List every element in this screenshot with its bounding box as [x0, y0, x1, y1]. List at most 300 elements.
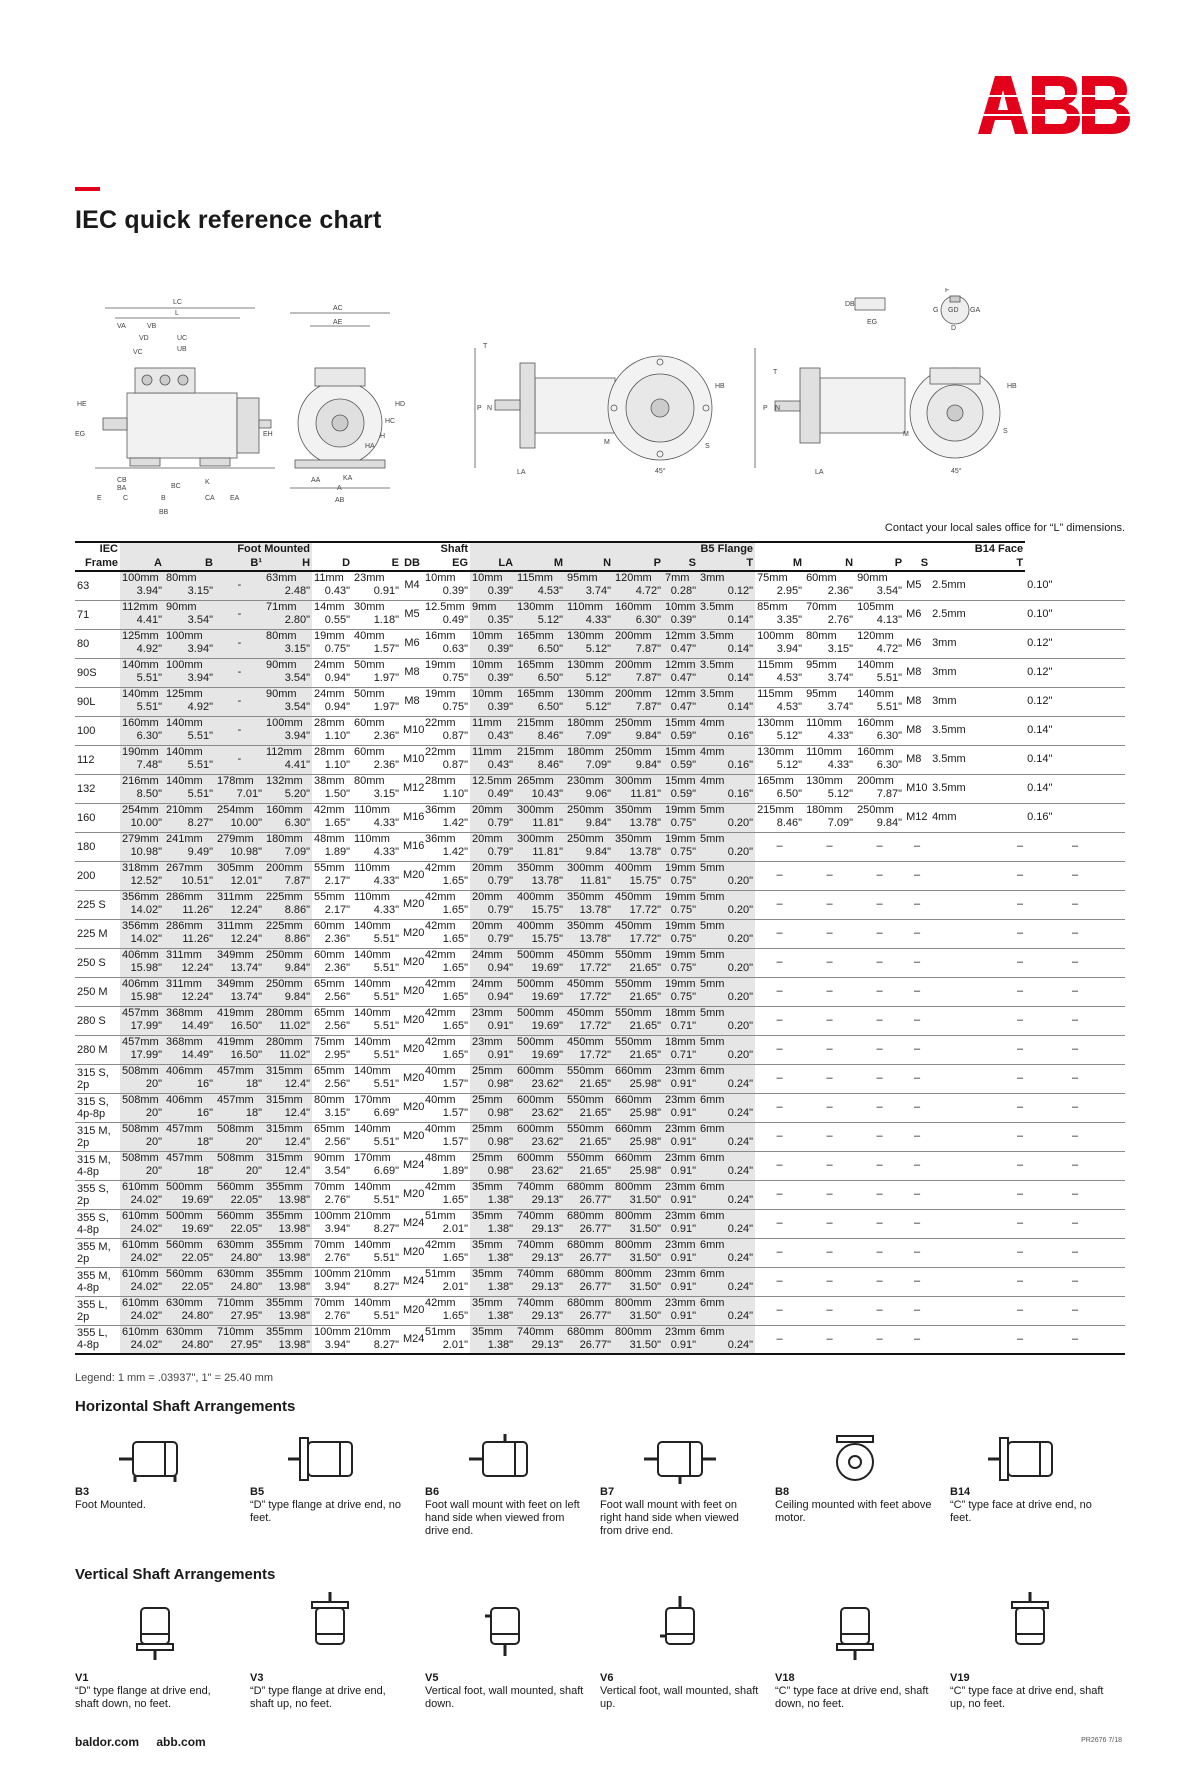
imperial-value: 3.54" [187, 613, 213, 626]
imperial-value: 0.87" [442, 729, 469, 742]
imperial-value: 1.65" [442, 961, 469, 974]
dimension-cell [423, 774, 470, 803]
dimension-cell [698, 803, 755, 832]
metric-value: 140mm [354, 919, 391, 932]
dimension-cell [804, 803, 855, 832]
dimension-cell [698, 1325, 755, 1354]
imperial-value: 29.13" [531, 1251, 564, 1264]
imperial-value: 0.75" [670, 816, 697, 829]
metric-value: 550mm [615, 1035, 652, 1048]
metric-value: 740mm [517, 1296, 554, 1309]
imperial-value: 0.91" [670, 1280, 697, 1293]
cell-value: – [914, 1332, 921, 1345]
dimension-cell [613, 832, 663, 861]
frame-cell: 63 [75, 571, 120, 600]
dimension-cell [565, 629, 613, 658]
metric-value: 35mm [472, 1180, 503, 1193]
column-header: B [164, 556, 215, 571]
imperial-value: 19.69" [531, 1019, 564, 1032]
column-header: P [613, 556, 663, 571]
dimension-cell [1025, 1093, 1125, 1122]
dimension-cell [423, 832, 470, 861]
imperial-value: 0.75" [670, 990, 697, 1003]
dimension-cell [565, 1296, 613, 1325]
iec-dimensions-table [75, 541, 1125, 1355]
imperial-value: 19.69" [531, 990, 564, 1003]
arrangement-code: B8 [775, 1486, 790, 1498]
dimension-cell [264, 1151, 312, 1180]
imperial-value: 9.84" [585, 845, 612, 858]
imperial-value: 4.92" [187, 700, 213, 713]
dimension-cell [1025, 600, 1125, 629]
dimension-cell [164, 803, 215, 832]
metric-value: 710mm [217, 1325, 254, 1338]
metric-value: 90mm [857, 572, 888, 584]
imperial-value: 12.52" [130, 874, 162, 887]
dimension-cell [423, 977, 470, 1006]
metric-value: 6mm [700, 1325, 725, 1338]
table-row [75, 1035, 1125, 1064]
imperial-value: 13.74" [230, 990, 262, 1003]
metric-value: 125mm [122, 629, 159, 642]
dimension-cell [855, 1122, 904, 1151]
dimension-cell [164, 1035, 215, 1064]
arrangement-item [250, 1672, 410, 1711]
dimension-cell [470, 1209, 515, 1238]
dimension-cell [930, 1209, 1025, 1238]
svg-text:AE: AE [333, 319, 343, 326]
metric-value: 42mm [425, 1035, 456, 1048]
dimension-cell [1025, 571, 1125, 600]
imperial-value: 1.57" [442, 1106, 469, 1119]
dimension-cell [312, 1122, 352, 1151]
footer-link-baldor[interactable]: baldor.com [75, 1735, 140, 1749]
svg-text:G: G [933, 307, 939, 314]
dimension-cell [698, 629, 755, 658]
metric-value: 225mm [266, 890, 303, 903]
metric-value: 265mm [517, 774, 554, 787]
imperial-value: 3.54" [876, 585, 903, 597]
imperial-value: 15.75" [629, 874, 662, 887]
dimension-cell [565, 1035, 613, 1064]
imperial-value: 1.42" [442, 816, 469, 829]
metric-value: 500mm [517, 1006, 554, 1019]
imperial-value: 27.95" [230, 1309, 262, 1322]
imperial-value: 7.87" [635, 642, 662, 655]
metric-value: 10mm [425, 572, 456, 584]
dimension-cell [565, 600, 613, 629]
cell-value: – [1016, 1130, 1024, 1142]
frame-cell: 250 M [75, 977, 120, 1006]
metric-value: 80mm [266, 629, 297, 642]
cell-value: – [914, 927, 921, 939]
imperial-value: 0.79" [487, 932, 514, 945]
arrangement-item [600, 1486, 760, 1538]
cell-value: – [1016, 985, 1024, 997]
metric-value: 100mm [166, 658, 203, 671]
arrangement-code: V6 [600, 1672, 614, 1684]
imperial-value: 4.33" [827, 758, 854, 771]
imperial-value: 6.50" [776, 787, 803, 800]
table-row [75, 716, 1125, 745]
b14-face-front-view [910, 368, 1000, 458]
metric-value: 300mm [567, 861, 604, 874]
metric-value: 5mm [700, 977, 725, 990]
metric-value: 51mm [425, 1267, 456, 1280]
metric-value: 23mm [665, 1180, 696, 1193]
imperial-value: 2.95" [776, 585, 803, 597]
imperial-value: 13.78" [629, 816, 662, 829]
metric-value: 180mm [567, 716, 604, 729]
imperial-value: 24.02" [130, 1338, 162, 1351]
imperial-value: 5.12" [585, 700, 612, 713]
metric-value: 130mm [567, 687, 604, 700]
imperial-value: 6.30" [876, 758, 903, 771]
metric-value: 100mm [314, 1267, 351, 1280]
metric-value: 9mm [472, 600, 497, 613]
frame-cell: 315 S, 4p-8p [75, 1093, 120, 1122]
metric-value: 300mm [615, 774, 652, 787]
imperial-value: 1.65" [442, 1251, 469, 1264]
dimension-cell [663, 1064, 698, 1093]
frame-cell: 280 S [75, 1006, 120, 1035]
imperial-value: 0.14" [727, 642, 754, 655]
dimension-cell [698, 600, 755, 629]
imperial-value: 0.16" [727, 787, 754, 800]
frame-cell: 355 L, 4-8p [75, 1325, 120, 1354]
cell-value: – [826, 1217, 833, 1229]
svg-text:HB: HB [715, 383, 725, 390]
imperial-value: 0.63" [442, 642, 469, 655]
dimension-cell [470, 1093, 515, 1122]
dimension-cell [515, 1035, 565, 1064]
metric-value: 450mm [567, 1006, 604, 1019]
frame-cell: 225 S [75, 890, 120, 919]
dimension-cell [401, 861, 423, 890]
dimension-cell [565, 658, 613, 687]
metric-value: 400mm [615, 861, 652, 874]
cell-value: – [914, 898, 921, 910]
metric-value: 12mm [665, 658, 696, 671]
imperial-value: 29.13" [531, 1193, 564, 1206]
footer-link-abb[interactable]: abb.com [156, 1735, 206, 1749]
imperial-value: 13.78" [629, 845, 662, 858]
dimension-cell [164, 600, 215, 629]
metric-value: 500mm [517, 1035, 554, 1048]
imperial-value: 0.91" [670, 1251, 697, 1264]
v6-vertical-foot-icon [630, 1590, 730, 1660]
cell-value: – [1071, 1188, 1079, 1200]
imperial-value: 15.75" [531, 932, 564, 945]
dimension-cell [930, 803, 1025, 832]
dimension-cell [930, 687, 1025, 716]
svg-text:LA: LA [815, 469, 824, 476]
imperial-value: 2.17" [324, 874, 351, 887]
imperial-value: 24.80" [181, 1309, 213, 1322]
imperial-value: 3.74" [585, 585, 612, 597]
dimension-cell [613, 948, 663, 977]
imperial-value: 7.09" [585, 729, 612, 742]
foot-mounted-front-view [290, 313, 390, 488]
metric-value: 19mm [665, 919, 696, 932]
table-row [75, 1180, 1125, 1209]
dimension-cell [930, 861, 1025, 890]
imperial-value: 6.30" [136, 729, 162, 742]
dimension-cell [565, 1325, 613, 1354]
cell-value: – [826, 1101, 833, 1113]
dimension-cell [565, 1238, 613, 1267]
cell-value: – [776, 1188, 783, 1200]
dimension-cell [352, 1122, 401, 1151]
dimension-cell [663, 745, 698, 774]
dimension-cell [352, 1151, 401, 1180]
dimension-cell [515, 890, 565, 919]
metric-value: 660mm [615, 1064, 652, 1077]
metric-value: 80mm [314, 1093, 345, 1106]
dimension-cell [755, 890, 804, 919]
cell-value: M20 [403, 1101, 425, 1113]
imperial-value: 4.53" [537, 585, 564, 597]
column-header: A [120, 556, 164, 571]
dimension-cell [1025, 745, 1125, 774]
metric-value: 500mm [517, 948, 554, 961]
cell-value: – [1016, 1217, 1024, 1229]
dimension-cell [120, 861, 164, 890]
table-row [75, 890, 1125, 919]
svg-text:VA: VA [117, 323, 126, 330]
dimension-cell [755, 774, 804, 803]
dimension-cell [264, 1238, 312, 1267]
metric-value: 165mm [517, 629, 554, 642]
dimension-cell [930, 1122, 1025, 1151]
cell-value: – [876, 1043, 883, 1055]
dimension-cell [698, 571, 755, 600]
metric-value: 51mm [425, 1209, 456, 1222]
cell-value: M4 [404, 579, 420, 592]
metric-value: 100mm [122, 572, 159, 584]
imperial-value: 0.39" [487, 700, 514, 713]
imperial-value: 5.51" [187, 787, 213, 800]
cell-value: – [1016, 1159, 1024, 1171]
metric-value: 23mm [354, 572, 385, 584]
dimension-cell [904, 948, 930, 977]
dimension-cell [613, 890, 663, 919]
imperial-value: 0.91" [373, 585, 400, 597]
cell-value: 3.5mm [932, 753, 966, 765]
dimension-cell [904, 977, 930, 1006]
group-header-b5-flange: B5 Flange [470, 542, 755, 556]
cell-value: – [776, 1014, 783, 1026]
metric-value: 23mm [665, 1209, 696, 1222]
metric-value: 355mm [266, 1325, 303, 1338]
imperial-value: 1.97" [373, 700, 400, 713]
dimension-cell [312, 1151, 352, 1180]
imperial-value: 17.72" [579, 990, 612, 1003]
metric-value: 100mm [314, 1325, 351, 1338]
dimension-cell [401, 774, 423, 803]
cell-value: – [914, 869, 921, 881]
dimension-cell [215, 977, 264, 1006]
dimension-cell [855, 977, 904, 1006]
cell-value: – [1071, 1072, 1079, 1084]
metric-value: 419mm [217, 1035, 254, 1048]
column-header: D [312, 556, 352, 571]
imperial-value: 1.10" [324, 758, 351, 771]
metric-value: 740mm [517, 1325, 554, 1338]
metric-value: 350mm [517, 861, 554, 874]
dimension-cell [164, 571, 215, 600]
cell-value: M16 [403, 811, 425, 823]
dimension-cell [804, 1064, 855, 1093]
imperial-value: 18" [245, 1106, 262, 1119]
dimension-cell [164, 890, 215, 919]
cell-value: – [826, 1304, 833, 1316]
dimension-cell [613, 1325, 663, 1354]
cell-value: – [914, 956, 921, 968]
frame-cell: 355 S, 4-8p [75, 1209, 120, 1238]
cell-value: 2.5mm [932, 608, 966, 620]
dimension-cell [930, 1064, 1025, 1093]
frame-cell: 355 M, 2p [75, 1238, 120, 1267]
dimension-cell [855, 774, 904, 803]
dimension-cell [855, 948, 904, 977]
imperial-value: 0.91" [487, 1048, 514, 1061]
imperial-value: 0.20" [727, 1048, 754, 1061]
dimension-cell [515, 745, 565, 774]
dimension-cell [804, 1325, 855, 1354]
imperial-value: 22.05" [181, 1280, 213, 1293]
table-row [75, 600, 1125, 629]
dimension-cell [120, 1180, 164, 1209]
dimension-cell [804, 658, 855, 687]
metric-value: 90mm [166, 600, 197, 613]
cell-value: M6 [906, 608, 922, 620]
imperial-value: 5.51" [187, 729, 213, 742]
cell-value: – [1016, 840, 1024, 852]
cell-value: M20 [403, 1246, 425, 1258]
imperial-value: 1.42" [442, 845, 469, 858]
cell-value: – [914, 1043, 921, 1055]
imperial-value: 11.81" [630, 787, 662, 800]
table-row [75, 1238, 1125, 1267]
dimension-cell [1025, 861, 1125, 890]
metric-value: 12.5mm [425, 600, 465, 613]
dimension-cell [312, 1325, 352, 1354]
cell-value: – [1016, 1072, 1024, 1084]
dimension-cell [423, 1093, 470, 1122]
imperial-value: 25.98" [629, 1164, 662, 1177]
dimension-cell [352, 1180, 401, 1209]
dimension-cell [804, 600, 855, 629]
metric-value: 38mm [314, 774, 345, 787]
svg-text:P: P [477, 405, 482, 412]
imperial-value: 6.50" [537, 642, 564, 655]
dimension-cell [120, 977, 164, 1006]
arrangement-code: V19 [950, 1672, 970, 1684]
cell-value: – [776, 1332, 783, 1345]
svg-text:UC: UC [177, 335, 188, 342]
contact-note: Contact your local sales office for “L” dimensions. [884, 522, 1125, 534]
svg-text:VC: VC [133, 349, 143, 356]
cell-value: M20 [403, 1130, 425, 1142]
dimension-cell [470, 948, 515, 977]
dimension-cell [930, 890, 1025, 919]
cell-value: M20 [403, 956, 425, 968]
dimension-cell [401, 890, 423, 919]
dimension-cell [698, 1093, 755, 1122]
imperial-value: 3.54" [324, 1164, 351, 1177]
dimension-cell [401, 1122, 423, 1151]
dimension-cell [312, 571, 352, 600]
cell-value: 0.14" [1027, 753, 1053, 765]
imperial-value: 0.79" [487, 845, 514, 858]
dimension-cell [120, 1122, 164, 1151]
dimension-cell [423, 1006, 470, 1035]
metric-value: 80mm [806, 629, 837, 642]
cell-value: – [1016, 927, 1024, 939]
metric-value: 508mm [217, 1151, 254, 1164]
imperial-value: 19.69" [531, 961, 564, 974]
column-header: N [565, 556, 613, 571]
metric-value: 115mm [757, 687, 793, 700]
dimension-cell [515, 600, 565, 629]
metric-value: 610mm [122, 1238, 159, 1251]
imperial-value: 0.91" [670, 1164, 697, 1177]
metric-value: 132mm [266, 774, 303, 787]
metric-value: 23mm [665, 1093, 696, 1106]
imperial-value: 23.62" [531, 1135, 564, 1148]
cell-value: – [826, 1188, 833, 1200]
dimension-cell [804, 745, 855, 774]
metric-value: 6mm [700, 1180, 725, 1193]
dimension-cell [855, 1238, 904, 1267]
metric-value: 110mm [567, 600, 603, 613]
svg-text:HE: HE [77, 401, 87, 408]
dimension-cell [904, 687, 930, 716]
imperial-value: 9.49" [187, 845, 213, 858]
dimension-cell [312, 1064, 352, 1093]
imperial-value: 8.27" [373, 1338, 400, 1351]
imperial-value: 9.84" [284, 990, 311, 1003]
imperial-value: 10.51" [181, 874, 213, 887]
cell-value: – [876, 1101, 883, 1113]
metric-value: 90mm [314, 1151, 345, 1164]
metric-value: 140mm [122, 658, 159, 671]
imperial-value: 0.94" [487, 990, 514, 1003]
cell-value: – [1016, 1043, 1024, 1055]
dimension-cell [930, 1180, 1025, 1209]
metric-value: 65mm [314, 1064, 345, 1077]
imperial-value: 5.51" [373, 1019, 400, 1032]
imperial-value: 2.56" [324, 1019, 351, 1032]
imperial-value: 10.98" [230, 845, 262, 858]
metric-value: 355mm [266, 1296, 303, 1309]
dimension-cell [804, 774, 855, 803]
dimension-cell [352, 571, 401, 600]
metric-value: 24mm [472, 977, 503, 990]
imperial-value: 2.36" [373, 758, 400, 771]
dimension-cell [120, 948, 164, 977]
metric-value: 267mm [166, 861, 203, 874]
dimension-cell [663, 1296, 698, 1325]
dimension-cell [120, 1296, 164, 1325]
dimension-cell [755, 1325, 804, 1354]
imperial-value: 16.50" [230, 1048, 262, 1061]
metric-value: 35mm [472, 1296, 503, 1309]
dimension-cell [264, 1122, 312, 1151]
svg-text:EG: EG [867, 319, 878, 326]
dimension-cell [613, 1296, 663, 1325]
